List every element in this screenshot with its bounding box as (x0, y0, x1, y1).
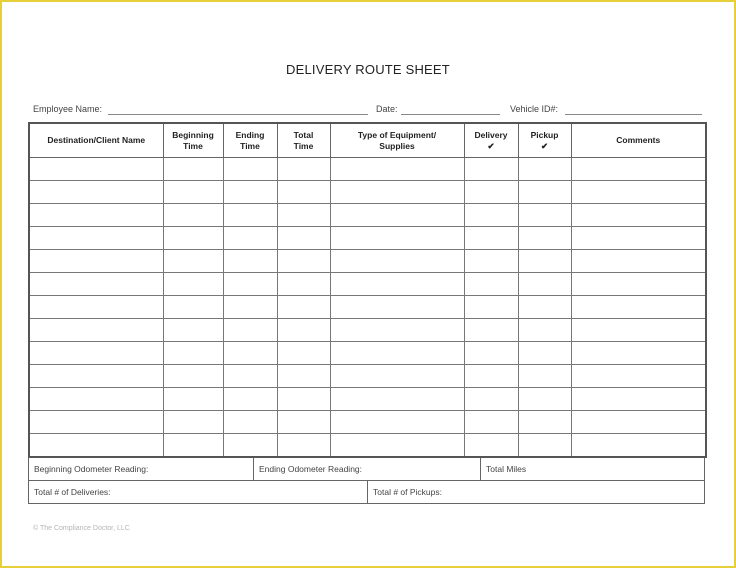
table-row (29, 227, 706, 250)
table-row (29, 434, 706, 458)
table-row (29, 365, 706, 388)
table-cell[interactable] (464, 273, 518, 296)
table-cell[interactable] (518, 319, 571, 342)
table-row (29, 388, 706, 411)
table-row (29, 273, 706, 296)
column-header: Type of Equipment/ Supplies (330, 123, 464, 158)
table-cell[interactable] (223, 250, 277, 273)
table-cell[interactable] (518, 250, 571, 273)
table-cell[interactable] (518, 158, 571, 181)
totals-row (28, 481, 705, 504)
table-cell[interactable] (571, 181, 706, 204)
table-cell[interactable] (29, 342, 163, 365)
table-cell[interactable] (163, 181, 223, 204)
table-cell[interactable] (29, 434, 163, 458)
ending-odometer-field[interactable] (253, 458, 480, 480)
table-cell[interactable] (571, 273, 706, 296)
table-row (29, 250, 706, 273)
table-cell[interactable] (330, 365, 464, 388)
column-header: Total Time (277, 123, 330, 158)
table-row (29, 204, 706, 227)
table-cell[interactable] (518, 296, 571, 319)
table-cell[interactable] (518, 204, 571, 227)
odometer-row (28, 458, 705, 481)
table-cell[interactable] (29, 411, 163, 434)
table-cell[interactable] (29, 319, 163, 342)
table-cell[interactable] (330, 204, 464, 227)
table-row (29, 181, 706, 204)
table-cell[interactable] (29, 158, 163, 181)
table-cell[interactable] (223, 388, 277, 411)
table-row (29, 411, 706, 434)
table-cell[interactable] (163, 434, 223, 458)
table-cell[interactable] (29, 204, 163, 227)
table-cell[interactable] (277, 342, 330, 365)
table-cell[interactable] (277, 181, 330, 204)
table-cell[interactable] (163, 342, 223, 365)
table-cell[interactable] (518, 342, 571, 365)
table-cell[interactable] (571, 411, 706, 434)
table-cell[interactable] (464, 158, 518, 181)
ending-odometer-label: Ending Odometer Reading: (259, 464, 363, 474)
table-cell[interactable] (330, 227, 464, 250)
table-cell[interactable] (223, 319, 277, 342)
column-header: Ending Time (223, 123, 277, 158)
table-cell[interactable] (571, 296, 706, 319)
table-cell[interactable] (518, 388, 571, 411)
table-cell[interactable] (330, 273, 464, 296)
table-cell[interactable] (29, 250, 163, 273)
column-header: Comments (571, 123, 706, 158)
vehicle-id-label: Vehicle ID#: (510, 104, 559, 114)
total-pickups-field[interactable] (367, 481, 704, 503)
table-cell[interactable] (223, 296, 277, 319)
table-cell[interactable] (277, 411, 330, 434)
table-cell[interactable] (29, 296, 163, 319)
table-cell[interactable] (277, 204, 330, 227)
table-cell[interactable] (330, 434, 464, 458)
column-header: Delivery ✔ (464, 123, 518, 158)
table-cell[interactable] (163, 273, 223, 296)
table-cell[interactable] (571, 342, 706, 365)
table-row (29, 342, 706, 365)
table-cell[interactable] (277, 365, 330, 388)
column-header: Destination/Client Name (29, 123, 163, 158)
table-cell[interactable] (330, 181, 464, 204)
table-cell[interactable] (464, 181, 518, 204)
table-cell[interactable] (277, 273, 330, 296)
table-cell[interactable] (330, 296, 464, 319)
table-cell[interactable] (518, 181, 571, 204)
table-cell[interactable] (277, 250, 330, 273)
table-cell[interactable] (571, 227, 706, 250)
table-cell[interactable] (163, 158, 223, 181)
table-cell[interactable] (163, 319, 223, 342)
table-cell[interactable] (277, 158, 330, 181)
table-row (29, 319, 706, 342)
employee-name-field[interactable] (108, 114, 368, 115)
table-cell[interactable] (277, 227, 330, 250)
table-cell[interactable] (330, 319, 464, 342)
table-cell[interactable] (163, 204, 223, 227)
table-cell[interactable] (223, 204, 277, 227)
table-cell[interactable] (464, 319, 518, 342)
table-cell[interactable] (223, 273, 277, 296)
table-cell[interactable] (29, 273, 163, 296)
table-cell[interactable] (163, 411, 223, 434)
table-row (29, 296, 706, 319)
table-cell[interactable] (223, 158, 277, 181)
copyright-notice: © The Compliance Doctor, LLC (33, 525, 130, 532)
employee-name-label: Employee Name: (33, 104, 103, 114)
table-cell[interactable] (464, 227, 518, 250)
total-deliveries-field[interactable] (29, 481, 367, 503)
table-cell[interactable] (464, 365, 518, 388)
table-cell[interactable] (163, 227, 223, 250)
table-cell[interactable] (330, 158, 464, 181)
table-cell[interactable] (518, 273, 571, 296)
table-cell[interactable] (223, 365, 277, 388)
table-cell[interactable] (464, 388, 518, 411)
total-deliveries-label: Total # of Deliveries: (34, 487, 111, 497)
table-cell[interactable] (330, 250, 464, 273)
column-header: Beginning Time (163, 123, 223, 158)
table-cell[interactable] (277, 434, 330, 458)
table-cell[interactable] (518, 365, 571, 388)
table-cell[interactable] (464, 342, 518, 365)
table-cell[interactable] (29, 365, 163, 388)
table-cell[interactable] (518, 411, 571, 434)
table-cell[interactable] (518, 434, 571, 458)
table-body (29, 158, 706, 458)
table-cell[interactable] (571, 434, 706, 458)
table-cell[interactable] (29, 181, 163, 204)
table-cell[interactable] (571, 158, 706, 181)
table-header-row (29, 123, 706, 158)
table-cell[interactable] (571, 250, 706, 273)
table-cell[interactable] (571, 388, 706, 411)
table-cell[interactable] (330, 411, 464, 434)
table-cell[interactable] (223, 342, 277, 365)
date-field[interactable] (401, 114, 500, 115)
date-label: Date: (376, 104, 398, 114)
table-cell[interactable] (277, 388, 330, 411)
table-cell[interactable] (571, 204, 706, 227)
table-cell[interactable] (29, 227, 163, 250)
table-cell[interactable] (163, 296, 223, 319)
vehicle-id-field[interactable] (565, 114, 702, 115)
table-cell[interactable] (277, 319, 330, 342)
table-cell[interactable] (163, 388, 223, 411)
total-miles-field[interactable] (480, 458, 704, 480)
table-cell[interactable] (518, 227, 571, 250)
beginning-odometer-label: Beginning Odometer Reading: (34, 464, 149, 474)
table-cell[interactable] (464, 250, 518, 273)
table-cell[interactable] (571, 365, 706, 388)
table-cell[interactable] (29, 388, 163, 411)
beginning-odometer-field[interactable] (29, 458, 253, 480)
table-cell[interactable] (464, 204, 518, 227)
table-cell[interactable] (330, 342, 464, 365)
table-cell[interactable] (223, 434, 277, 458)
route-table (28, 122, 707, 458)
table-cell[interactable] (464, 296, 518, 319)
page-title: DELIVERY ROUTE SHEET (286, 62, 450, 77)
table-row (29, 158, 706, 181)
table-cell[interactable] (571, 319, 706, 342)
table-cell[interactable] (223, 227, 277, 250)
total-miles-label: Total Miles (486, 464, 527, 474)
table-cell[interactable] (223, 181, 277, 204)
total-pickups-label: Total # of Pickups: (373, 487, 442, 497)
table-cell[interactable] (277, 296, 330, 319)
table-cell[interactable] (464, 434, 518, 458)
column-header: Pickup ✔ (518, 123, 571, 158)
table-cell[interactable] (223, 411, 277, 434)
table-cell[interactable] (330, 388, 464, 411)
table-cell[interactable] (163, 365, 223, 388)
table-cell[interactable] (163, 250, 223, 273)
table-cell[interactable] (464, 411, 518, 434)
